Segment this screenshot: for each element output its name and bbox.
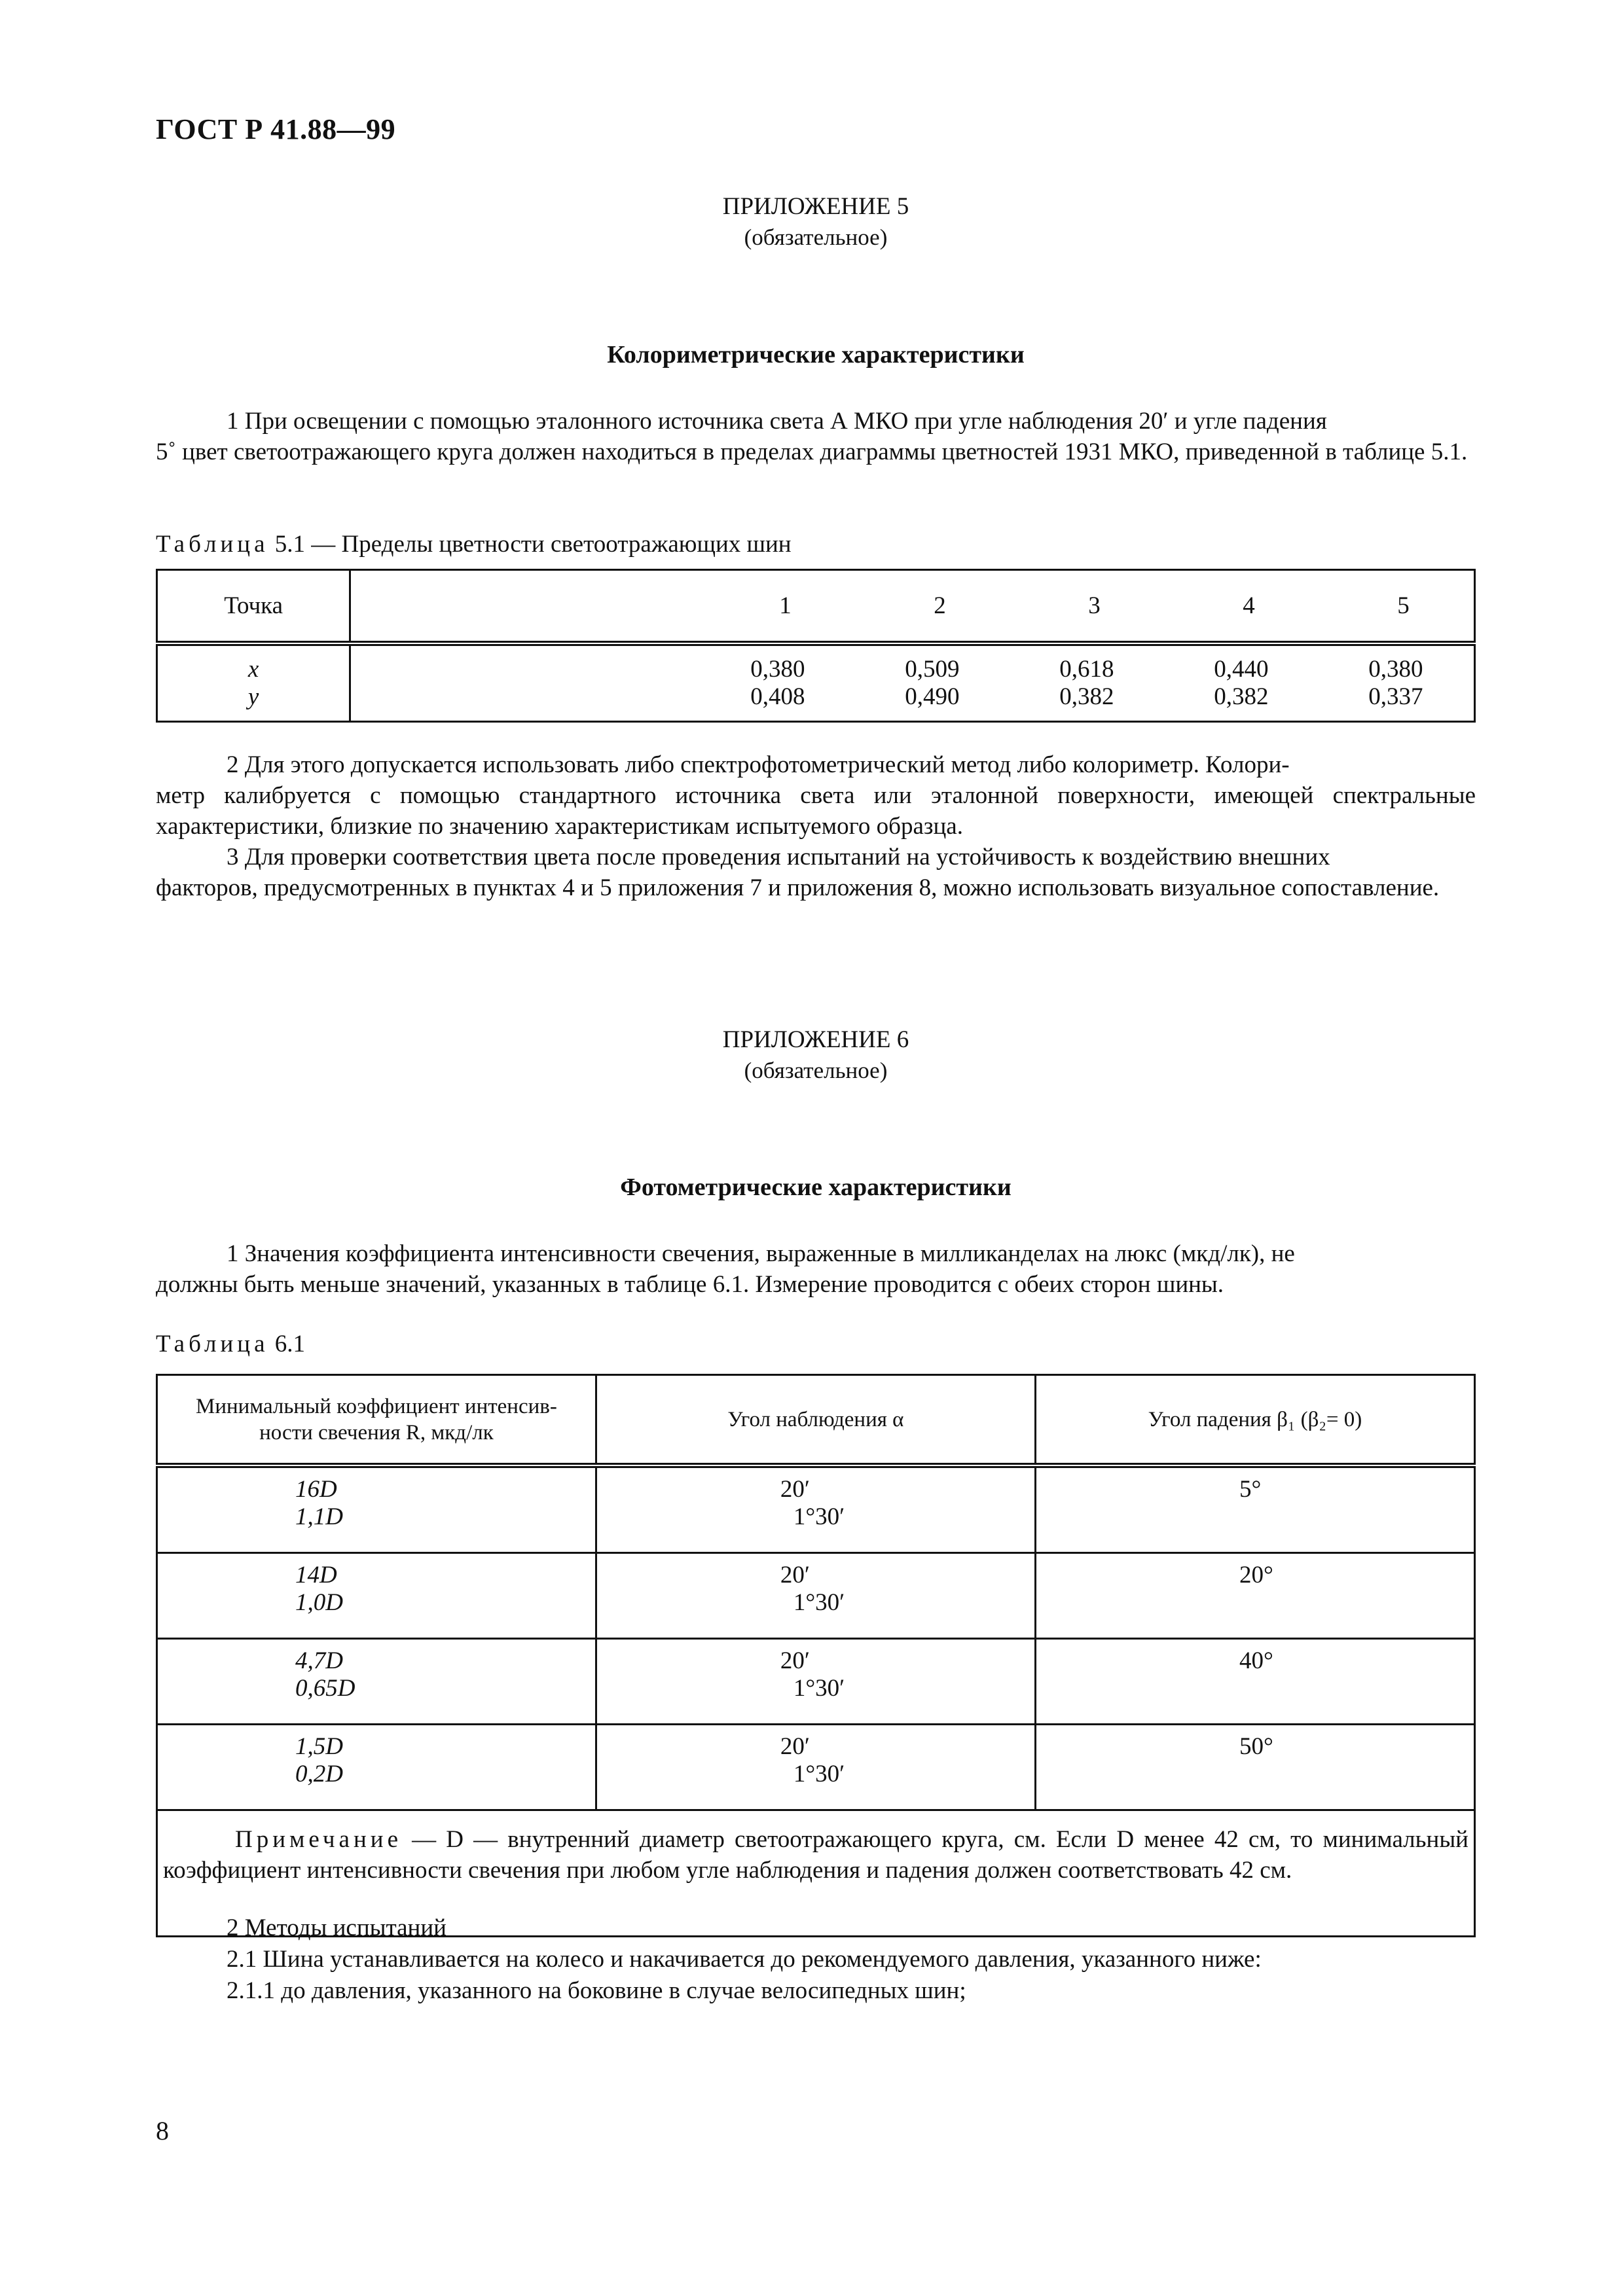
x-value-1: 0,380 [750, 656, 805, 683]
y-value-3: 0,382 [1059, 683, 1114, 710]
y-value-4: 0,382 [1214, 683, 1269, 710]
annex6-title: Фотометрические характеристики [620, 1174, 1012, 1201]
table-row: 1,5D 0,2D 20′ 1°30′ 50° [157, 1725, 1475, 1810]
table-note: Примечание — D — внутренний диаметр светоотражающего круга, см. Если D менее 42 см, то минимальный коэффициент интенсивности свечения при любом угле наблюдения и падения должен соответствовать 42 см. [157, 1810, 1475, 1937]
table-5-1-header-row [157, 570, 1475, 644]
x-label: x [247, 656, 259, 683]
table-row: 4,7D 0,65D 20′ 1°30′ 40° [157, 1639, 1475, 1725]
table-6-1-header-row [157, 1375, 1475, 1466]
table-5-1-caption: Таблица 5.1 — Пределы цветности светоотражающих шин [156, 531, 792, 558]
point-2: 2 [934, 592, 946, 619]
y-value-2: 0,490 [905, 683, 960, 710]
standard-code: ГОСТ Р 41.88—99 [156, 113, 396, 145]
annex5-paragraph-1: 1 При освещении с помощью эталонного источника света А МКО при угле наблюдения 20′ и угле падения 5˚ цвет светоотражающего круга должен находиться в пределах диаграммы цветностей 1931 МКО, приведенной в таблице 5.1. [156, 408, 1468, 465]
annex6-paragraph-2: 2 Методы испытаний [227, 1914, 447, 1941]
annex6-label: ПРИЛОЖЕНИЕ 6 [722, 1026, 909, 1053]
x-value-2: 0,509 [905, 656, 960, 683]
incidence-angle-header: Угол падения β₁ (β₂= 0) [1035, 1375, 1474, 1466]
annex6-heading [156, 1024, 1476, 1086]
table-6-1 [156, 1374, 1476, 1937]
table-5-1-data-row [157, 643, 1475, 722]
y-label: y [247, 683, 259, 710]
point-3: 3 [1088, 592, 1101, 619]
annex5-label: ПРИЛОЖЕНИЕ 5 [722, 193, 909, 220]
annex5-paragraph-3: 3 Для проверки соответствия цвета после проведения испытаний на устойчивость к воздействию внешних факторов, предусмотренных в пунктах 4 и 5 приложения 7 и приложения 8, можно использовать визуальное сопоставление. [156, 844, 1440, 901]
min-coefficient-header: Минимальный коэффициент интенсив- ности свечения R, мкд/лк [157, 1375, 596, 1466]
y-value-5: 0,337 [1368, 683, 1423, 710]
table-5-1 [156, 569, 1476, 723]
observation-angle-header: Угол наблюдения α [596, 1375, 1035, 1466]
annex5-heading [156, 191, 1476, 253]
x-value-5: 0,380 [1368, 656, 1423, 683]
point-header: Точка [157, 570, 350, 644]
annex5-kind: (обязательное) [744, 224, 888, 250]
annex6-kind: (обязательное) [744, 1058, 888, 1083]
annex6-paragraph-2-1-1: 2.1.1 до давления, указанного на боковине в случае велосипедных шин; [227, 1977, 966, 2004]
page-number: 8 [156, 2116, 169, 2145]
y-value-1: 0,408 [750, 683, 805, 710]
table-6-1-caption: Таблица 6.1 [156, 1331, 305, 1357]
point-4: 4 [1243, 592, 1255, 619]
table-row: 16D 1,1D 20′ 1°30′ 5° [157, 1465, 1475, 1553]
annex5-title: Колориметрические характеристики [607, 341, 1025, 368]
x-value-4: 0,440 [1214, 656, 1269, 683]
annex6-paragraph-1: 1 Значения коэффициента интенсивности свечения, выраженные в милликанделах на люкс (мкд/лк), не должны быть меньше значений, указанных в таблице 6.1. Измерение проводится с обеих сторон шины. [156, 1240, 1295, 1298]
x-value-3: 0,618 [1059, 656, 1114, 683]
annex5-paragraph-2: 2 Для этого допускается использовать либо спектрофотометрический метод либо колориметр. Колори- метр калибруется с помощью стандартного источника света или эталонной поверхности, имеющей спектральные характеристики, близкие по значению характеристикам испытуемого образца. [156, 751, 1476, 840]
point-5: 5 [1397, 592, 1410, 619]
annex6-paragraph-2-1: 2.1 Шина устанавливается на колесо и накачивается до рекомендуемого давления, указанного ниже: [227, 1946, 1262, 1973]
table-row: 14D 1,0D 20′ 1°30′ 20° [157, 1553, 1475, 1639]
point-1: 1 [779, 592, 792, 619]
